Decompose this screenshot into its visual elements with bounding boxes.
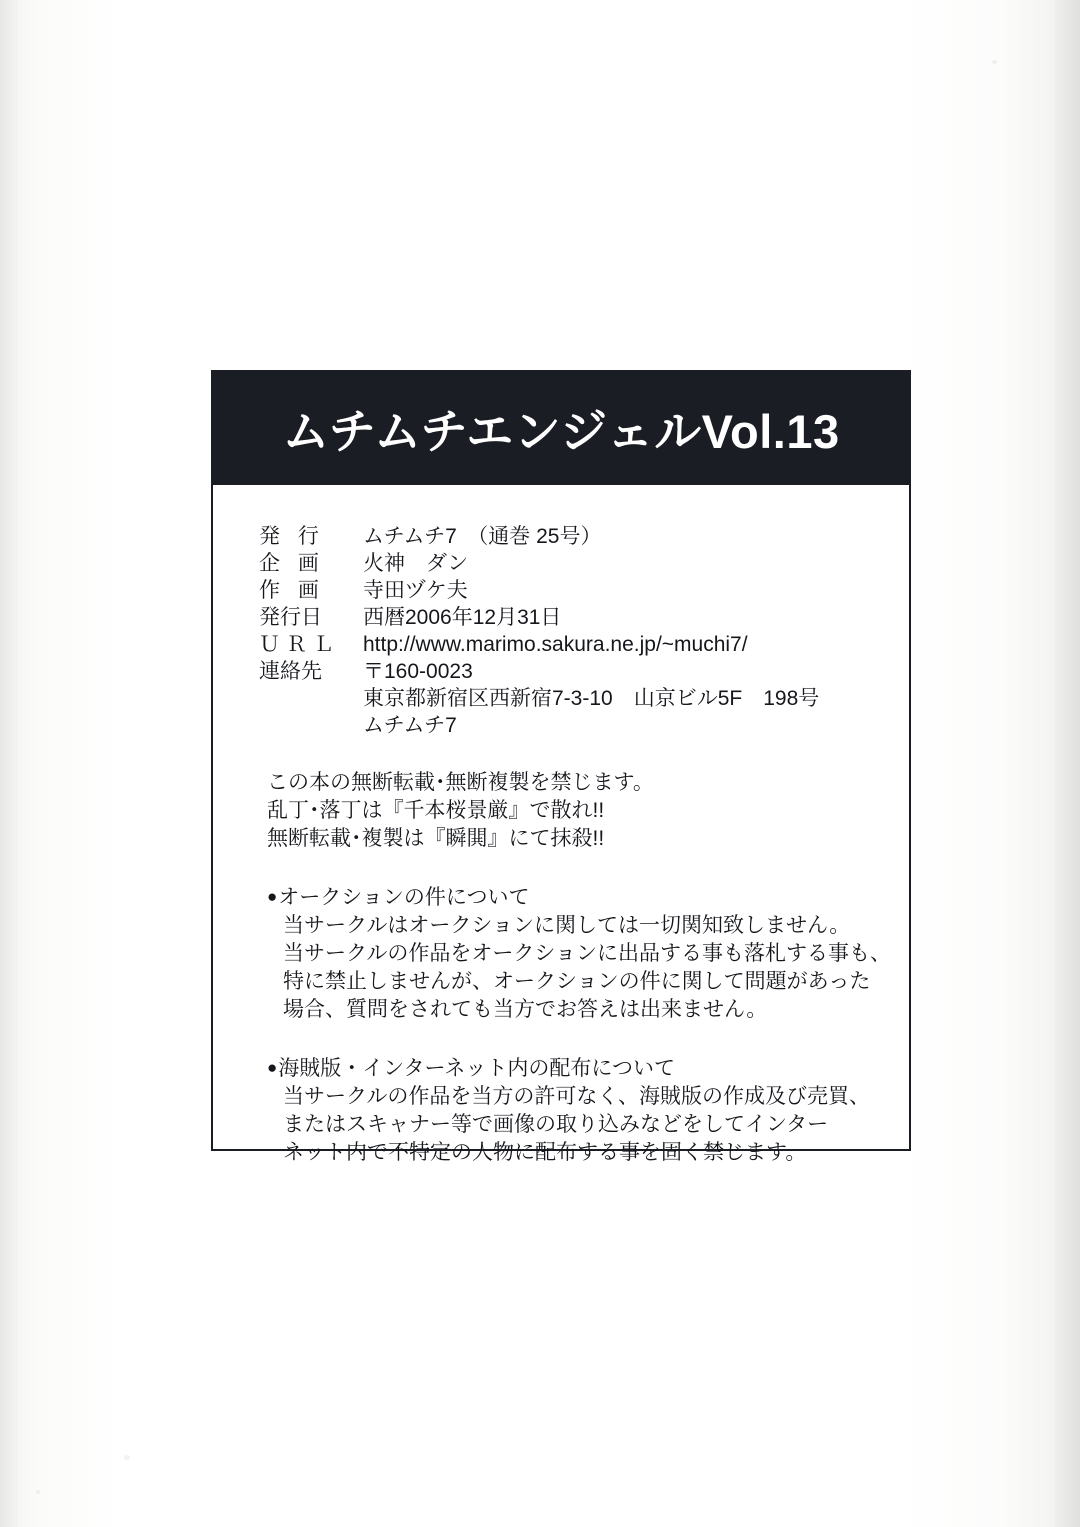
- imprint-row: [259, 604, 865, 631]
- notice-line-1: この本の無断転載･無断複製を禁じます。: [267, 771, 654, 794]
- section-piracy-line: またはスキャナー等で画像の取り込みなどをしてインター: [283, 1113, 829, 1136]
- colophon-box: [211, 370, 911, 1164]
- imprint-value-publisher: ムチムチ7 （通巻 25号）: [363, 525, 602, 548]
- imprint-value-url[interactable]: http://www.marimo.sakura.ne.jp/~muchi7/: [363, 633, 748, 656]
- section-auction-line: 当サークルはオークションに関しては一切関知致しません。: [283, 914, 851, 937]
- section-auction: [259, 883, 891, 1024]
- section-piracy-heading: [267, 1054, 865, 1083]
- section-auction-heading: [267, 883, 865, 912]
- section-piracy-line: 当サークルの作品を当方の許可なく、海賊版の作成及び売買、: [283, 1085, 870, 1108]
- section-piracy-heading-text: 海賊版・インターネット内の配布について: [278, 1057, 675, 1080]
- spacer: [259, 853, 865, 883]
- imprint-row: [259, 577, 865, 604]
- notice-line-3: 無断転載･複製は『瞬閧』にて抹殺!!: [267, 827, 605, 850]
- imprint-key-url: ＵＲＬ: [259, 633, 340, 656]
- imprint-value-planning: 火神 ダン: [363, 552, 469, 575]
- scan-speckle: [992, 60, 997, 64]
- section-piracy-line: ネット内で不特定の人物に配布する事を固く禁じます。: [283, 1141, 807, 1164]
- imprint-value-circle-name: ムチムチ7: [363, 714, 457, 737]
- imprint-row: [259, 658, 865, 685]
- imprint-row: [259, 550, 865, 577]
- notice-line-2: 乱丁･落丁は『千本桜景厳』で散れ!!: [267, 799, 605, 822]
- section-piracy: [259, 1054, 870, 1167]
- colophon-body: [213, 485, 909, 1167]
- publication-title: ムチムチエンジェルVol.13: [213, 372, 909, 485]
- imprint-table: [259, 523, 865, 739]
- imprint-value-address: 東京都新宿区西新宿7-3-10 山京ビル5F 198号: [363, 687, 820, 710]
- page-edge-shadow-left: [0, 0, 18, 1527]
- imprint-value-artwork: 寺田ヅケ夫: [363, 579, 468, 602]
- bullet-icon: ●: [267, 1058, 278, 1077]
- spacer: [259, 1024, 865, 1054]
- section-auction-line: 特に禁止しませんが、オークションの件に関して問題があった: [283, 970, 871, 993]
- section-auction-heading-text: オークションの件について: [278, 886, 530, 909]
- copyright-notice: [259, 769, 865, 853]
- page-edge-shadow-right: [1054, 0, 1080, 1527]
- imprint-key-artwork: 作 画: [259, 579, 325, 602]
- imprint-key-publisher: 発 行: [259, 525, 325, 548]
- spacer: [259, 739, 865, 769]
- bullet-icon: ●: [267, 887, 278, 906]
- section-auction-line: 当サークルの作品をオークションに出品する事も落札する事も、: [283, 942, 891, 965]
- scan-speckle: [124, 1455, 130, 1460]
- imprint-value-date: 西暦2006年12月31日: [363, 606, 562, 629]
- section-auction-line: 場合、質問をされても当方でお答えは出来ません。: [283, 998, 768, 1021]
- imprint-value-postal-code: 〒160-0023: [363, 660, 473, 683]
- imprint-key-planning: 企 画: [259, 552, 325, 575]
- imprint-key-contact: 連絡先: [259, 660, 322, 683]
- imprint-key-date: 発行日: [259, 606, 322, 629]
- scan-speckle: [36, 1490, 40, 1494]
- imprint-row: [259, 523, 865, 550]
- imprint-row: [259, 631, 865, 658]
